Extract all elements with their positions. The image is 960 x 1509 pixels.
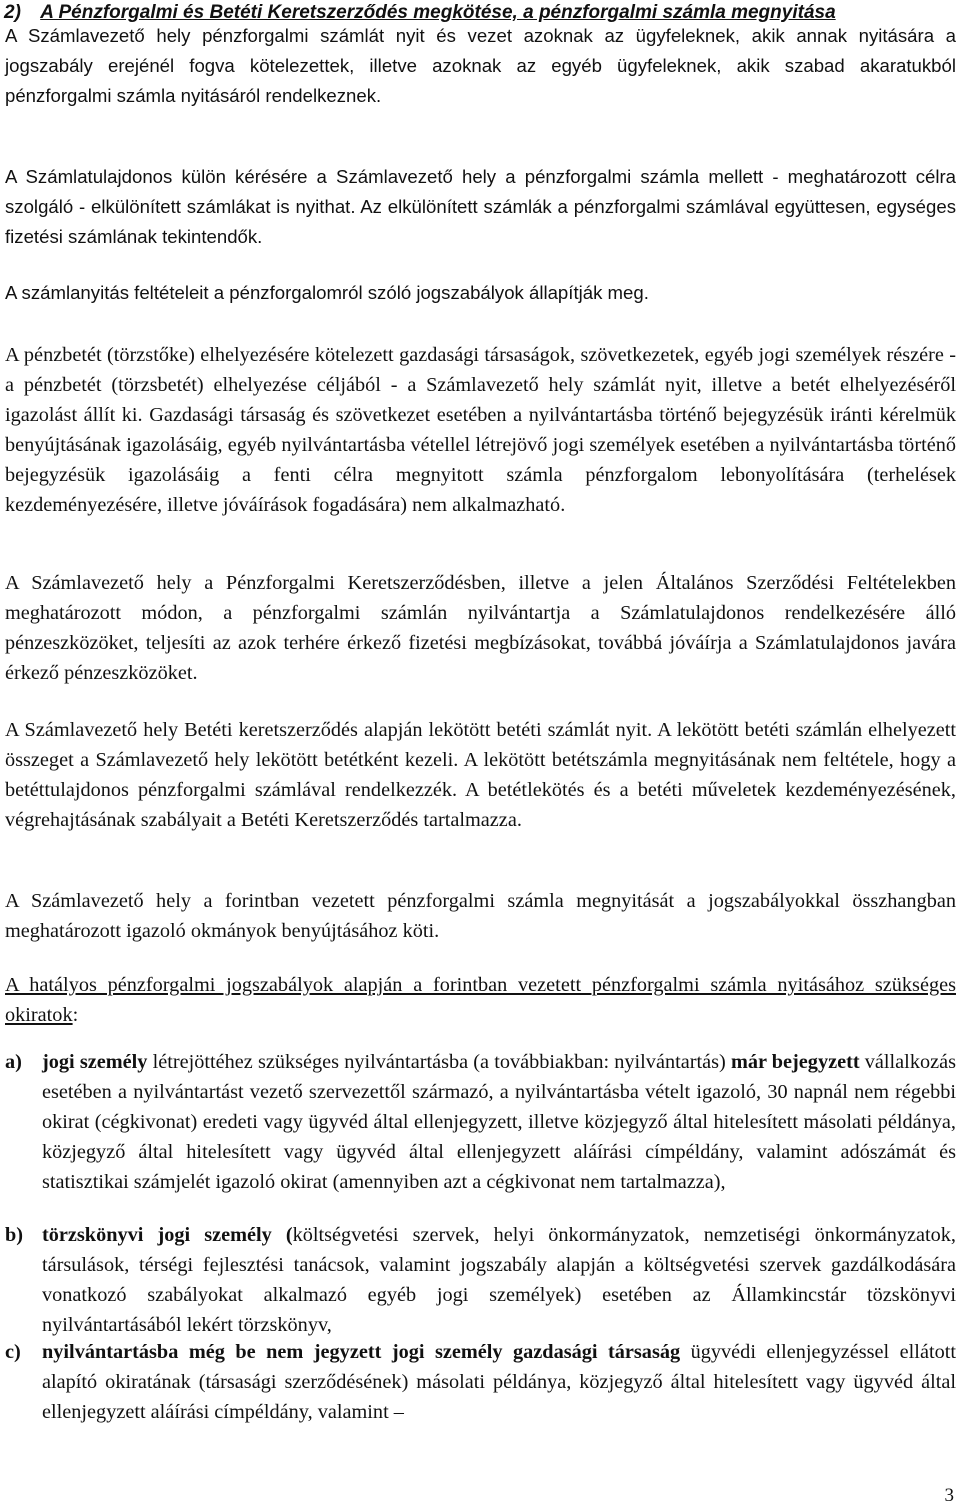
section-number: 2) (4, 2, 21, 23)
paragraph-6: A Számlavezető hely Betéti keretszerződés alapján lekötött betéti számlát nyit. A lekötött betéti számlán elhelyezett összeget a Számlavezető hely lekötött betétként kezeli. A lekötött betétszámla megnyitásának nem feltétele, hogy a betéttulajdonos pénzforgalmi számlával rendelkezzék. A betétlekötés és a betéti műveletek kezdeményezésének, végrehajtásának szabályait a Betéti Keretszerződés tartalmazza. (5, 719, 956, 831)
list-item-a-bold-1: jogi személy (42, 1051, 148, 1073)
list-item-c (5, 1337, 956, 1427)
list-item-b-bold-1: törzskönyvi jogi személy ( (42, 1224, 293, 1246)
paragraph-4: A pénzbetét (törzstőke) elhelyezésére kötelezett gazdasági társaságok, szövetkezetek, egyéb jogi személyek részére - a pénzbetét (törzsbetét) elhelyezése céljából - a Számlavezető hely számlát nyit, illetve a betét elhelyezéséről igazolást állít ki. Gazdasági társaság és szövetkezet esetében a nyilvántartásba történő bejegyzésük iránti kérelmük benyújtásának igazolásáig, egyéb nyilvántartásba vétellel létrejövő jogi személyek esetében a nyilvántartásba történő bejegyzésük igazolásáig a fenti célra megnyitott számla pénzforgalom lebonyolítására (terhelések kezdeményezésére, illetve jóváírások fogadására) nem alkalmazható. (5, 344, 956, 516)
section-title: A Pénzforgalmi és Betéti Keretszerződés megkötése, a pénzforgalmi számla megnyitása (40, 2, 836, 23)
list-item-b-text-1: költségvetési szervek, helyi önkormányzatok, nemzetiségi önkormányzatok, társulások, térségi fejlesztési tanácsok, valamint jogszabály alapján a költségvetési szervek gazdálkodására vonatkozó szabályokat alkalmazó egyéb jogi személyek) esetében az Államkincstár tözskönyvi nyilvántartásából lekért törzskönyv, (42, 1224, 956, 1336)
list-item-a-bold-2: már bejegyzett (730, 1051, 860, 1073)
list-item-c-bold-1: nyilvántartásba még be nem jegyzett jogi személy gazdasági társaság (42, 1341, 681, 1363)
paragraph-5: A Számlavezető hely a Pénzforgalmi Keretszerződésben, illetve a jelen Általános Szerződési Feltételekben meghatározott módon, a pénzforgalmi számlán nyilvántartja a Számlatulajdonos rendelkezésére álló pénzeszközöket, teljesíti az azok terhére érkező fizetési megbízásokat, továbbá jóváírja a Számlatulajdonos javára érkező pénzeszközöket. (5, 572, 956, 684)
list-item-b-body (42, 1220, 956, 1340)
documents-heading: A hatályos pénzforgalmi jogszabályok alapján a forintban vezetett pénzforgalmi számla nyitásához szükséges okiratok (5, 974, 956, 1026)
list-item-c-text-1: ügyvédi ellenjegyzéssel ellátott alapító okiratának (társasági szerződésének) másolati példánya, közjegyző által hitelesített vagy ügyvéd által ellenjegyzett aláírási címpéldány, valamint – (42, 1341, 956, 1423)
paragraph-7: A Számlavezető hely a forintban vezetett pénzforgalmi számla megnyitását a jogszabályokkal összhangban meghatározott igazoló okmányok benyújtásához köti. (5, 890, 956, 942)
list-item-a-text-2: vállalkozás esetében a nyilvántartást vezető szervezettől származó, a nyilvántartásba vételt igazoló, 30 napnál nem régebbi okirat (cégkivonat) eredeti vagy ügyvéd által ellenjegyzett, illetve közjegyző által hitelesített másolati példánya, közjegyző által hitelesített vagy ügyvéd által ellenjegyzett aláírási címpéldány, valamint adószámát és statisztikai számjelét igazoló okirat (amennyiben azt a cégkivonat nem tartalmazza), (42, 1051, 956, 1193)
list-item-c-body (42, 1337, 956, 1427)
list-item-a-text-1: létrejöttéhez szükséges nyilvántartásba (a továbbiakban: nyilvántartás) (147, 1051, 731, 1073)
documents-heading-colon: : (72, 1004, 79, 1026)
paragraph-1: A Számlavezető hely pénzforgalmi számlát nyit és vezet azoknak az ügyfeleknek, akik annak nyitására a jogszabály erejénél fogva kötelezettek, illetve azoknak az egyéb ügyfeleknek, akik szabad akaratukból pénzforgalmi számla nyitásáról rendelkeznek. (5, 25, 956, 106)
list-marker-c: c) (5, 1341, 21, 1363)
paragraph-8 (5, 970, 956, 1030)
paragraph-3: A számlanyitás feltételeit a pénzforgalomról szóló jogszabályok állapítják meg. (5, 282, 649, 303)
list-marker-b: b) (5, 1224, 24, 1246)
page-number: 3 (944, 1485, 954, 1506)
list-item-a (5, 1047, 956, 1197)
list-item-a-body (42, 1047, 956, 1197)
list-marker-a: a) (5, 1051, 22, 1073)
list-item-b (5, 1220, 956, 1340)
paragraph-2: A Számlatulajdonos külön kérésére a Számlavezető hely a pénzforgalmi számla mellett - meghatározott célra szolgáló - elkülönített számlákat is nyithat. Az elkülönített számlák a pénzforgalmi számlával együttesen, egységes fizetési számlának tekintendők. (5, 166, 956, 247)
